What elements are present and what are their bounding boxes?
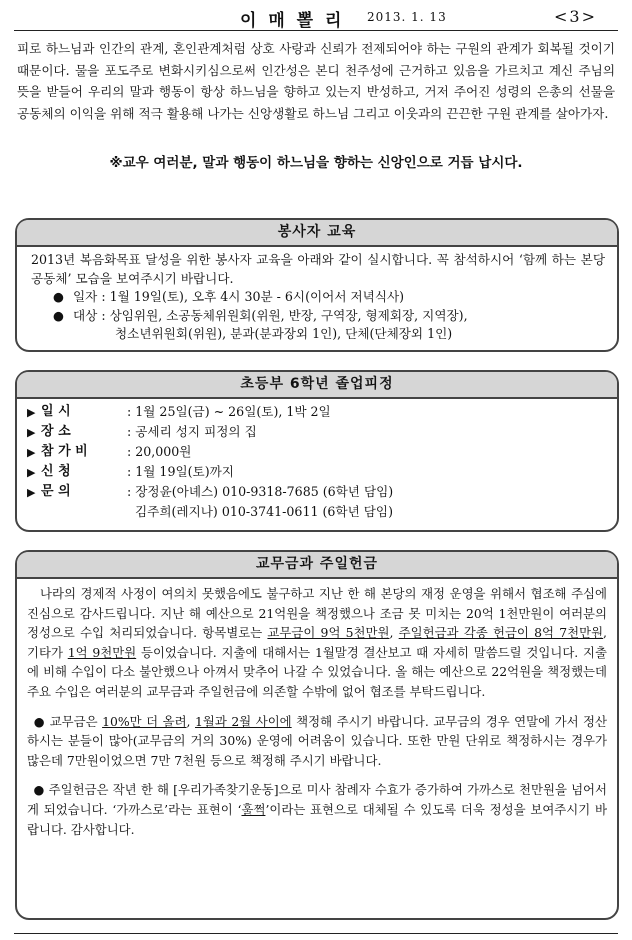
- retreat-row-contact-2: [27, 503, 605, 523]
- offering-paragraph-3: [27, 780, 607, 839]
- underlined-text: 교무금이 9억 5천만원: [267, 625, 390, 641]
- offering-box: [15, 550, 619, 920]
- retreat-row-apply: [27, 463, 605, 483]
- text-run: 등이었습니다. 지출에 대해서는 1월말경 결산보고 때 자세히 말씀드릴 것입니다. 지출에 비해 수입이 다소 불안했으나 아껴서 맞추어 나갈 수 있었습니다. 올 해는 예산으로 22억원을 책정했는데 주요 수입은 여러분의 교무금과 주일헌금에 의존할 수밖에 없어 협조를 부탁드립니다.: [27, 644, 607, 699]
- row-label: 문 의: [41, 484, 71, 499]
- triangle-right-icon: ▶: [27, 446, 36, 459]
- volunteer-intro: 2013년 복음화목표 달성을 위한 봉사자 교육을 아래와 같이 실시합니다. 꼭 참석하시어 ‘함께 하는 본당공동체’ 모습을 보여주시기 바랍니다.: [31, 252, 605, 286]
- underlined-text: 1월과 2월 사이에: [195, 713, 292, 729]
- underlined-text: 주일헌금과 각종 헌금이 8억 7천만원: [398, 625, 604, 641]
- underlined-text: 1억 9천만원: [67, 644, 137, 660]
- row-value: 김주희(레지나) 010-3741-0611 (6학년 담임): [135, 504, 393, 519]
- volunteer-target-cont: 청소년위원회(위원), 분과(분과장외 1인), 단체(단체장외 1인): [115, 326, 453, 341]
- underlined-text: 훌쩍: [241, 801, 266, 817]
- text-run: ,: [186, 713, 196, 729]
- text-run: 교무금은: [45, 713, 103, 729]
- newsletter-title: 이 매 뽈 리: [240, 11, 345, 31]
- volunteer-training-box: [15, 218, 619, 352]
- footer-rule: [14, 933, 618, 934]
- row-value: : 1월 25일(금) ~ 26일(토), 1박 2일: [127, 404, 331, 419]
- text-run: 주일헌금은 작년 한 해 [우리가족찾기운동]으로 미사 참례자 수효가 증가하여 가까스로 천만원을 넘어서게 되었습니다. ‘가까스로’라는 표현이 ‘: [27, 782, 607, 817]
- text-run: ’이라는 표현으로 대체될 수 있도록 더욱 정성을 보여주시기 바랍니다. 감사합니다.: [27, 801, 607, 837]
- retreat-row-fee: [27, 443, 605, 463]
- offering-title: 교무금과 주일헌금: [17, 552, 617, 579]
- row-value: : 장정윤(아녜스) 010-9318-7685 (6학년 담임): [127, 484, 394, 499]
- retreat-row-place: [27, 423, 605, 443]
- intro-emphasis: ※교우 여러분, 말과 행동이 하느님을 향하는 신앙인으로 거듭 납시다.: [109, 155, 523, 171]
- volunteer-training-title: 봉사자 교육: [17, 220, 617, 247]
- header-rule: [14, 30, 618, 31]
- volunteer-schedule: 일자 : 1월 19일(토), 오후 4시 30분 - 6시(이어서 저녁식사): [73, 289, 405, 304]
- volunteer-target-item: [31, 307, 605, 344]
- issue-date: 2013. 1. 13: [367, 10, 447, 24]
- triangle-right-icon: ▶: [27, 466, 36, 479]
- text-run: , 기타가: [27, 625, 607, 660]
- volunteer-training-body: [31, 251, 605, 344]
- row-value: : 공세리 성지 피정의 집: [127, 424, 257, 439]
- bullet-icon: ●: [33, 713, 46, 729]
- row-value: : 20,000원: [127, 444, 192, 459]
- triangle-right-icon: ▶: [27, 406, 36, 419]
- row-label: 신 청: [41, 464, 71, 479]
- text-run: ,: [389, 625, 399, 641]
- triangle-right-icon: ▶: [27, 486, 36, 499]
- bullet-icon: ●: [53, 307, 64, 323]
- graduation-retreat-box: [15, 370, 619, 532]
- row-value: : 1월 19일(토)까지: [127, 464, 234, 479]
- row-label: 일 시: [41, 404, 71, 419]
- text-run: 나라의 경제적 사정이 여의치 못했음에도 불구하고 지난 한 해 본당의 재정 운영을 위해서 협조해 주심에 진심으로 감사드립니다. 지난 해 예산으로 21억원을 책정했으나 조금 못 미치는 20억 1천만원이 여러분의 정성으로 수입 처리되었습니다. 항목별로는: [27, 586, 607, 641]
- graduation-retreat-title: 초등부 6학년 졸업피정: [17, 372, 617, 399]
- row-label: 장 소: [41, 424, 71, 439]
- page-header: [14, 6, 618, 30]
- triangle-right-icon: ▶: [27, 426, 36, 439]
- retreat-row-date: [27, 403, 605, 423]
- offering-paragraph-1: [27, 584, 607, 702]
- retreat-row-contact: [27, 483, 605, 503]
- bullet-icon: ●: [53, 289, 64, 304]
- underlined-text: 10%만 더 올려: [102, 713, 187, 729]
- volunteer-schedule-item: [31, 288, 605, 307]
- offering-paragraph-2: [27, 712, 607, 771]
- intro-paragraph: 피로 하느님과 인간의 관계, 혼인관계처럼 상호 사랑과 신뢰가 전제되어야 하는 구원의 관계가 회복될 것이기 때문이다. 물을 포도주로 변화시키심으로써 인간성은 본디 천주성에 근거하고 있음을 가르치고 계신 주님의 뜻을 받들어 우리의 말과 행동이 항상 하느님을 향하고 있는지 반성하고, 거저 주어진 성령의 은총의 선물을 공동체의 이익을 위해 적극 활용해 나가는 신앙생활로 하느님 그리고 이웃과의 끈끈한 구원 관계를 살아가자.: [17, 41, 615, 121]
- volunteer-target: 대상 : 상임위원, 소공동체위원회(위원, 반장, 구역장, 형제회장, 지역장),: [73, 307, 468, 323]
- row-label: 참 가 비: [41, 444, 88, 459]
- bullet-icon: ●: [33, 782, 45, 798]
- page-number: <3>: [554, 7, 597, 26]
- intro-section: [17, 38, 615, 124]
- text-run: 책정해 주시기 바랍니다. 교무금의 경우 연말에 가서 정산하시는 분들이 많아(교무금의 거의 30%) 운영에 어려움이 있습니다. 또한 만원 단위로 책정하시는 경우가 많은데 7만원이었으면 7만 7천원 등으로 책정해 주시기 바랍니다.: [27, 713, 608, 768]
- graduation-retreat-body: [27, 403, 605, 523]
- offering-body: [27, 584, 607, 849]
